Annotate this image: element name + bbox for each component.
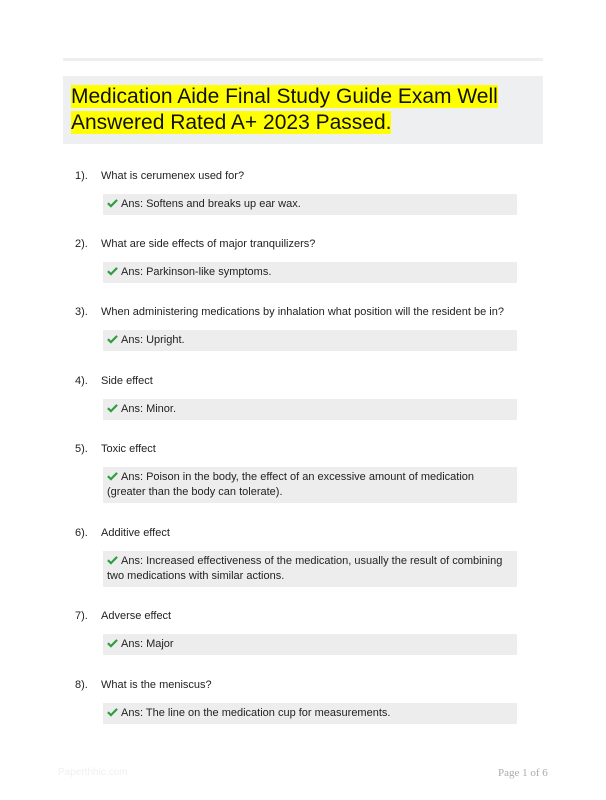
check-icon: [107, 266, 118, 276]
question-text: What is the meniscus?: [101, 679, 212, 691]
check-icon: [107, 334, 118, 344]
check-icon: [107, 638, 118, 648]
question-text: Side effect: [101, 375, 153, 387]
answer-box: [103, 634, 517, 655]
answer-box: [103, 399, 517, 420]
top-divider: [63, 58, 543, 61]
question-text: Adverse effect: [101, 610, 172, 622]
question-number: 2).: [75, 238, 88, 250]
check-icon: [107, 403, 118, 413]
check-icon: [107, 471, 118, 481]
page-number: Page 1 of 6: [498, 767, 548, 779]
question-text: What are side effects of major tranquilizers?: [101, 238, 316, 250]
question-text: Toxic effect: [101, 443, 156, 455]
question-number: 5).: [75, 443, 88, 455]
question-number: 1).: [75, 170, 88, 182]
question-text: When administering medications by inhalation what position will the resident be in?: [101, 306, 504, 318]
answer-box: [103, 330, 517, 351]
answer-box: [103, 467, 517, 503]
answer-box: [103, 194, 517, 215]
answer-box: [103, 262, 517, 283]
answer-text: Ans: Increased effectiveness of the medication, usually the result of combining two medications with similar actions.: [107, 555, 503, 582]
check-icon: [107, 555, 118, 565]
answer-text: Ans: Poison in the body, the effect of an excessive amount of medication (greater than the body can tolerate).: [107, 471, 475, 498]
answer-box: [103, 703, 517, 724]
answer-text: Ans: Parkinson-like symptoms.: [121, 266, 272, 278]
question-number: 6).: [75, 527, 88, 539]
question-number: 8).: [75, 679, 88, 691]
check-icon: [107, 707, 118, 717]
title-banner: [63, 76, 543, 144]
question-text: Additive effect: [101, 527, 170, 539]
question-number: 3).: [75, 306, 88, 318]
check-icon: [107, 198, 118, 208]
footer-watermark: Paperthhic.com: [58, 767, 128, 778]
answer-box: [103, 551, 517, 587]
question-number: 4).: [75, 375, 88, 387]
answer-text: Ans: Softens and breaks up ear wax.: [121, 198, 301, 210]
question-number: 7).: [75, 610, 88, 622]
answer-text: Ans: Major: [121, 638, 174, 650]
question-text: What is cerumenex used for?: [101, 170, 245, 182]
answer-text: Ans: Minor.: [121, 403, 177, 415]
answer-text: Ans: The line on the medication cup for measurements.: [121, 707, 391, 719]
document-title-text: Medication Aide Final Study Guide Exam Well Answered Rated A+ 2023 Passed.: [71, 85, 498, 134]
answer-text: Ans: Upright.: [121, 334, 185, 346]
document-title: [71, 84, 531, 136]
